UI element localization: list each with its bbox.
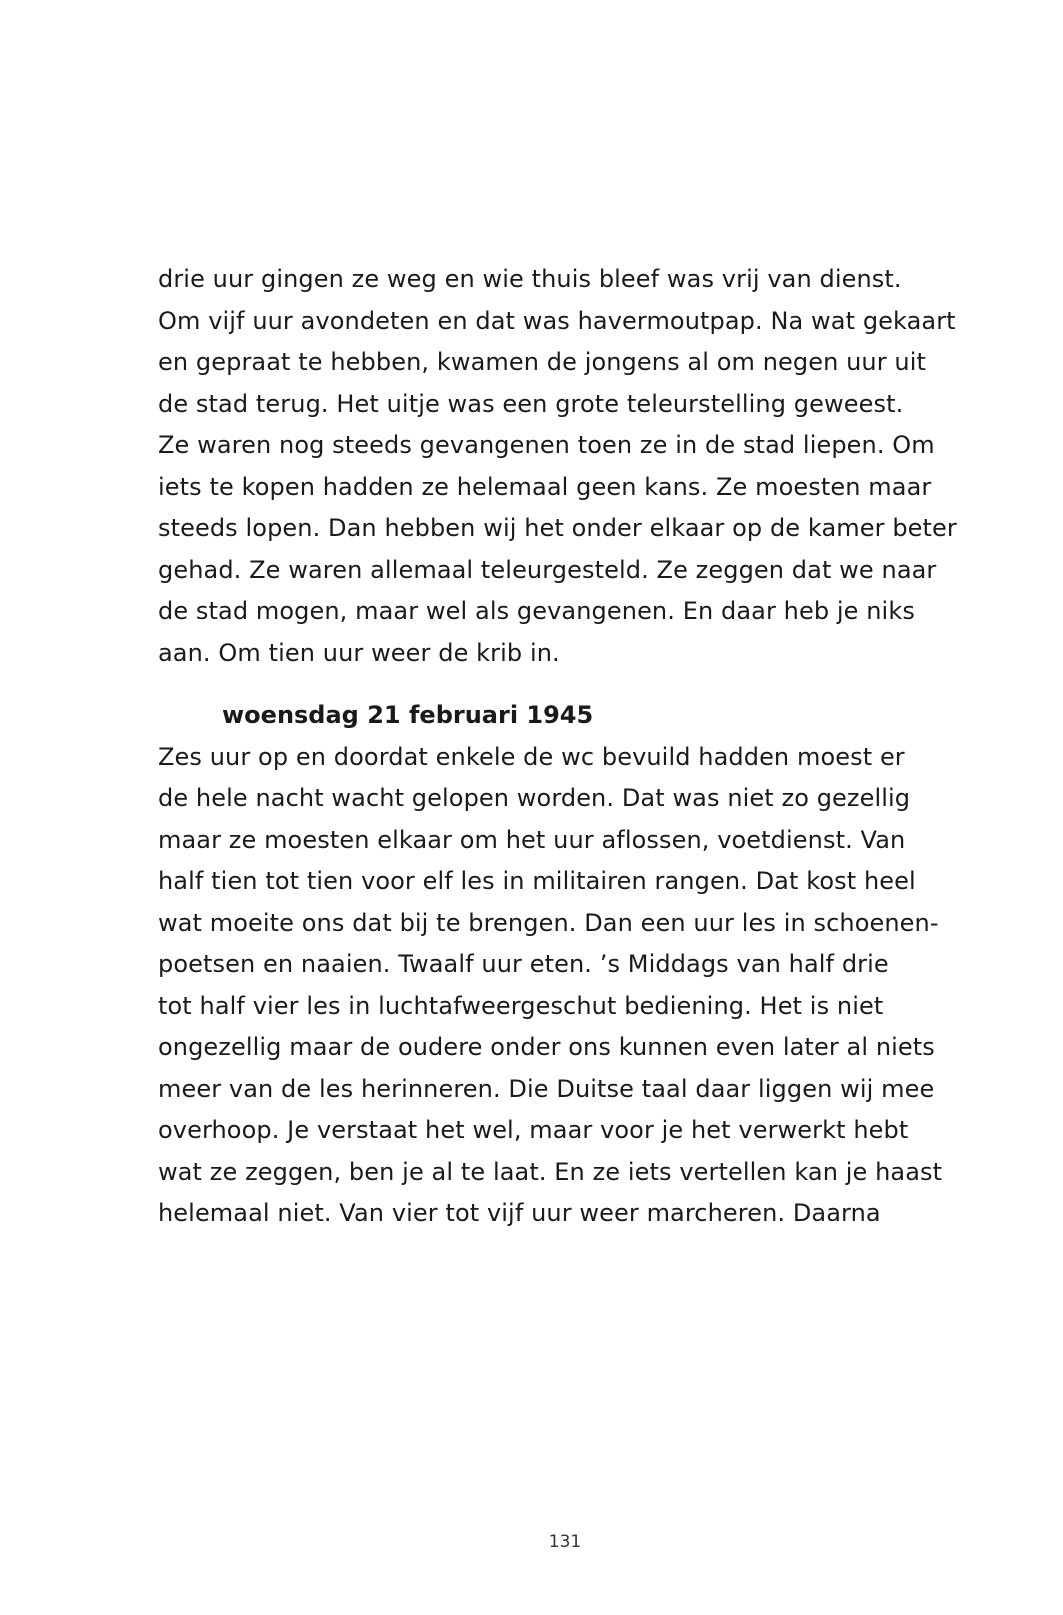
text-line: Om vijf uur avondeten en dat was havermoutpap. Na wat gekaart [158, 306, 956, 335]
text-line: Ze waren nog steeds gevangenen toen ze in de stad liepen. Om [158, 431, 935, 459]
text-line: maar ze moesten elkaar om het uur aflossen, voetdienst. Van [158, 825, 906, 854]
text-line: wat moeite ons dat bij te brengen. Dan een uur les in schoenen- [158, 908, 939, 937]
text-line: de stad terug. Het uitje was een grote teleurstelling geweest. [158, 389, 904, 418]
text-line: steeds lopen. Dan hebben wij het onder elkaar op de kamer beter [158, 514, 957, 542]
text-line: gehad. Ze waren allemaal teleurgesteld. Ze zeggen dat we naar [158, 555, 937, 584]
text-line: wat ze zeggen, ben je al te laat. En ze iets vertellen kan je haast [158, 1157, 943, 1186]
text-line: helemaal niet. Van vier tot vijf uur weer marcheren. Daarna [158, 1199, 881, 1227]
text-line: ongezellig maar de oudere onder ons kunnen even later al niets [158, 1033, 935, 1061]
text-line: Zes uur op en doordat enkele de wc bevuild hadden moest er [158, 742, 905, 771]
text-line: drie uur gingen ze weg en wie thuis bleef was vrij van dienst. [158, 265, 902, 293]
diary-entry [158, 695, 1018, 1235]
text-line: poetsen en naaien. Twaalf uur eten. ’s Middags van half drie [158, 950, 889, 978]
entry-date-heading: woensdag 21 februari 1945 [222, 701, 594, 729]
text-line: de hele nacht wacht gelopen worden. Dat was niet zo gezellig [158, 784, 911, 812]
text-line: en gepraat te hebben, kwamen de jongens al om negen uur uit [158, 348, 927, 376]
page-number: 131 [548, 1532, 582, 1552]
text-line: de stad mogen, maar wel als gevangenen. En daar heb je niks [158, 597, 915, 625]
paragraph-1 [158, 259, 1018, 674]
text-line: iets te kopen hadden ze helemaal geen kans. Ze moesten maar [158, 472, 932, 501]
text-line: overhoop. Je verstaat het wel, maar voor je het verwerkt hebt [158, 1116, 909, 1144]
text-line: aan. Om tien uur weer de krib in. [158, 638, 560, 667]
text-line: tot half vier les in luchtafweergeschut bediening. Het is niet [158, 991, 884, 1020]
text-line: meer van de les herinneren. Die Duitse taal daar liggen wij mee [158, 1074, 935, 1103]
text-line: half tien tot tien voor elf les in militairen rangen. Dat kost heel [158, 867, 916, 895]
